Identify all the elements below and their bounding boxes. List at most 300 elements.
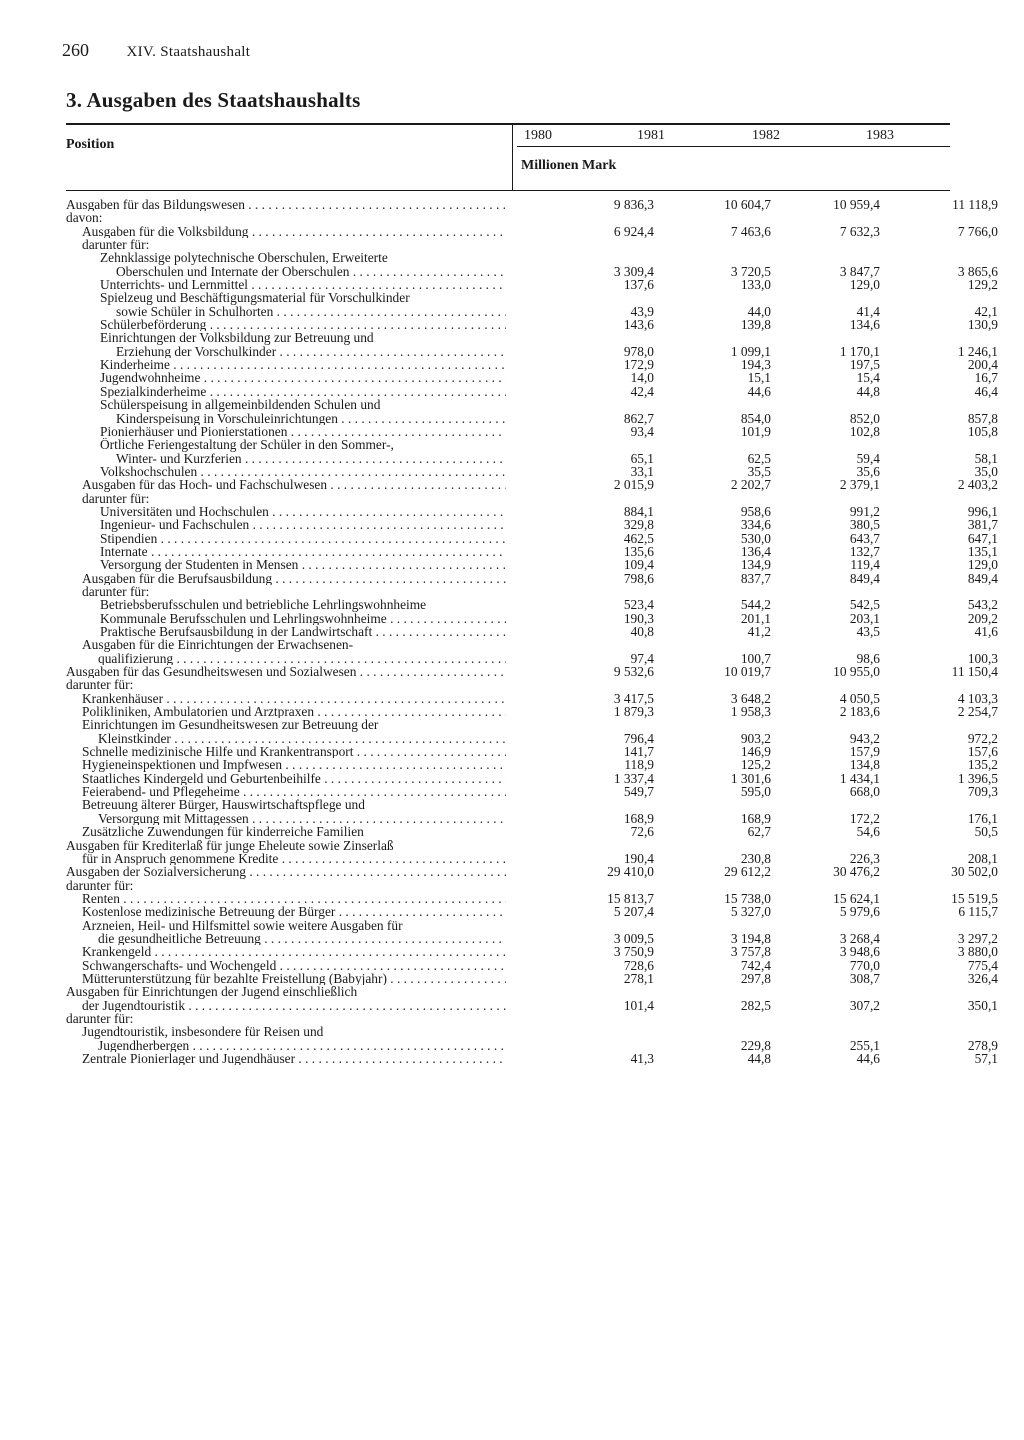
- table-row: [66, 864, 998, 880]
- value-1982: 3 948,6: [839, 944, 880, 960]
- row-label: [66, 985, 506, 1012]
- value-1983: 58,1: [974, 450, 998, 466]
- value-1983: 11 150,4: [951, 664, 998, 680]
- value-1981: 44,8: [747, 1051, 771, 1066]
- row-label-line: Ausgaben für die Einrichtungen der Erwachsenen-: [82, 638, 354, 653]
- value-1981: 134,9: [740, 557, 771, 573]
- value-1982: 172,2: [849, 810, 880, 826]
- row-label: [66, 358, 506, 371]
- value-1980: 40,8: [630, 624, 654, 639]
- value-1983: 50,5: [974, 824, 998, 840]
- value-1980: 9 532,6: [613, 664, 654, 680]
- value-1982: 226,3: [849, 850, 880, 866]
- value-1983: 7 766,0: [957, 223, 998, 239]
- row-label: [66, 919, 506, 946]
- table-row: [66, 957, 998, 973]
- row-label: [66, 638, 506, 665]
- row-label-line: Renten . . .: [66, 892, 506, 905]
- row-label: [66, 371, 506, 384]
- row-label: [66, 211, 506, 224]
- row-label-line: Ausgaben der Sozialversicherung . . .: [66, 865, 506, 878]
- value-1981: 595,0: [740, 784, 771, 800]
- table-row: [66, 557, 998, 573]
- row-label: [66, 572, 506, 585]
- value-1982: 197,5: [849, 357, 880, 373]
- table-row: [66, 784, 998, 800]
- value-1981: 837,7: [740, 570, 771, 586]
- value-1981: 3 194,8: [730, 930, 771, 946]
- row-label: [66, 398, 506, 425]
- value-1980: 143,6: [623, 317, 654, 333]
- row-label-line: sowie Schüler in Schulhorten . . .: [66, 305, 506, 318]
- value-1983: 35,0: [974, 463, 998, 479]
- value-1982: 10 955,0: [833, 664, 880, 680]
- row-label: [66, 505, 506, 518]
- row-label-line: Feierabend- und Pflegeheime . . .: [66, 785, 506, 798]
- value-1983: 135,2: [967, 757, 998, 773]
- value-1983: 41,6: [974, 624, 998, 639]
- row-label: [66, 839, 506, 866]
- row-label-line: Kinderheime . . .: [66, 358, 506, 371]
- row-label-line: Staatliches Kindergeld und Geburtenbeihilfe . . .: [66, 772, 506, 785]
- table-row: [66, 477, 998, 493]
- value-1980: 172,9: [623, 357, 654, 373]
- value-1980: 523,4: [623, 597, 654, 613]
- table-row: [66, 798, 998, 826]
- table-row: [66, 197, 998, 212]
- row-label-line: Spezialkinderheime . . .: [66, 385, 506, 398]
- value-1983: 200,4: [967, 357, 998, 373]
- position-column-header: Position: [66, 137, 115, 152]
- value-1980: 2 015,9: [613, 477, 654, 493]
- value-1982: 30 476,2: [833, 864, 880, 880]
- table-row: [66, 238, 950, 251]
- row-label-line: Einrichtungen im Gesundheitswesen zur Betreuung der: [82, 718, 379, 733]
- value-1982: 10 959,4: [833, 197, 880, 212]
- row-label-line: Universitäten und Hochschulen . . .: [66, 505, 506, 518]
- value-1980: 29 410,0: [607, 864, 654, 880]
- row-label: [66, 291, 506, 318]
- row-label-line: Versorgung mit Mittagessen . . .: [66, 812, 506, 825]
- value-1982: 643,7: [849, 530, 880, 546]
- value-1983: 278,9: [967, 1037, 998, 1053]
- value-1982: 1 434,1: [839, 770, 880, 786]
- row-label: [66, 1052, 506, 1065]
- value-1983: 57,1: [974, 1051, 998, 1066]
- value-1983: 3 865,6: [957, 263, 998, 279]
- row-label-line: Kommunale Berufsschulen und Lehrlingswohnheime . . .: [66, 612, 506, 625]
- table-row: [66, 664, 998, 680]
- value-1982: 3 847,7: [839, 263, 880, 279]
- value-1982: 15 624,1: [833, 890, 880, 906]
- header-bottom-rule: [66, 190, 950, 191]
- value-1983: 157,6: [967, 744, 998, 760]
- row-label: [66, 772, 506, 785]
- value-1983: 1 396,5: [957, 770, 998, 786]
- value-1980: 190,4: [623, 850, 654, 866]
- row-label-line: Krankenhäuser . . .: [66, 692, 506, 705]
- value-1982: 41,4: [856, 303, 880, 319]
- row-label-line: Kleinstkinder . . .: [66, 732, 506, 745]
- table-row: [66, 251, 998, 279]
- row-label-line: Ausgaben für Einrichtungen der Jugend einschließlich: [66, 985, 358, 1000]
- value-1980: 278,1: [623, 970, 654, 986]
- value-1981: 1 301,6: [730, 770, 771, 786]
- row-label-line: Ausgaben für die Volksbildung . . .: [66, 225, 506, 238]
- expenditure-table: [66, 197, 998, 1066]
- value-1983: 775,4: [967, 957, 998, 973]
- value-1980: 6 924,4: [613, 223, 654, 239]
- value-1983: 857,8: [967, 410, 998, 426]
- row-label-line: Erziehung der Vorschulkinder . . .: [66, 345, 506, 358]
- row-label: [66, 745, 506, 758]
- value-1983: 46,4: [974, 383, 998, 399]
- chapter-title: XIV. Staatshaushalt: [126, 44, 251, 60]
- row-label: [66, 959, 506, 972]
- row-label: [66, 331, 506, 358]
- table-row: [66, 944, 998, 960]
- table-row: [66, 357, 998, 373]
- row-label: [66, 972, 506, 985]
- value-1980: 97,4: [630, 650, 654, 666]
- value-1981: 334,6: [740, 517, 771, 533]
- table-row: [66, 838, 998, 866]
- value-1981: 62,5: [747, 450, 771, 466]
- value-1980: 862,7: [623, 410, 654, 426]
- year-header-1983: 1983: [866, 128, 894, 143]
- value-1981: 3 757,8: [730, 944, 771, 960]
- value-1982: 119,4: [850, 557, 880, 573]
- value-1980: 15 813,7: [607, 890, 654, 906]
- value-1980: 329,8: [623, 517, 654, 533]
- row-label-line: Jugendwohnheime . . .: [66, 371, 506, 384]
- table-row: [66, 530, 998, 546]
- table-row: [66, 744, 998, 760]
- value-1982: 15,4: [856, 370, 880, 386]
- value-1981: 2 202,7: [730, 477, 771, 493]
- value-1980: 796,4: [623, 730, 654, 746]
- value-1983: 42,1: [974, 303, 998, 319]
- row-label-line: Schülerbeförderung . . .: [66, 318, 506, 331]
- value-1983: 3 880,0: [957, 944, 998, 960]
- row-label-line: darunter für:: [66, 878, 134, 892]
- row-label-line: Krankengeld . . .: [66, 945, 506, 958]
- row-label: [66, 945, 506, 958]
- value-1981: 100,7: [740, 650, 771, 666]
- row-label: [66, 705, 506, 718]
- row-label: [66, 798, 506, 825]
- table-row: [66, 492, 950, 505]
- value-1982: 849,4: [849, 570, 880, 586]
- table-row: [66, 211, 950, 224]
- value-1983: 11 118,9: [952, 197, 998, 212]
- value-1980: 109,4: [623, 557, 654, 573]
- table-row: [66, 291, 998, 319]
- value-1981: 854,0: [740, 410, 771, 426]
- row-label: [66, 532, 506, 545]
- value-1983: 709,3: [967, 784, 998, 800]
- row-label: [66, 225, 506, 238]
- value-1981: 10 019,7: [724, 664, 771, 680]
- value-1980: 33,1: [630, 463, 654, 479]
- value-1981: 44,0: [747, 303, 771, 319]
- row-label-line: Internate . . .: [66, 545, 506, 558]
- table-row: [66, 597, 998, 613]
- value-1981: 297,8: [740, 970, 771, 986]
- value-1983: 2 403,2: [957, 477, 998, 493]
- row-label: [66, 785, 506, 798]
- row-label: [66, 678, 506, 691]
- value-1983: 176,1: [967, 810, 998, 826]
- row-label-line: Schülerspeisung in allgemeinbildenden Schulen und: [100, 398, 381, 413]
- row-label-line: davon:: [66, 211, 103, 225]
- value-1981: 62,7: [747, 824, 771, 840]
- table-row: [66, 690, 998, 706]
- value-1982: 943,2: [849, 730, 880, 746]
- year-header-1982: 1982: [752, 128, 780, 143]
- value-1983: 4 103,3: [957, 690, 998, 706]
- row-label-line: qualifizierung . . .: [66, 652, 506, 665]
- table-top-rule: [66, 123, 950, 125]
- value-1981: 903,2: [740, 730, 771, 746]
- value-1980: 137,6: [623, 277, 654, 293]
- value-1982: 54,6: [856, 824, 880, 840]
- value-1983: 129,2: [967, 277, 998, 293]
- value-1981: 146,9: [740, 744, 771, 760]
- value-1980: 884,1: [623, 503, 654, 519]
- table-row: [66, 1012, 950, 1025]
- row-label-line: Mütterunterstützung für bezahlte Freistellung (Babyjahr) . . .: [66, 972, 506, 985]
- value-1983: 100,3: [967, 650, 998, 666]
- table-row: [66, 824, 998, 840]
- value-1981: 958,6: [740, 503, 771, 519]
- row-label: [66, 438, 506, 465]
- table-row: [66, 331, 998, 359]
- value-1982: 668,0: [849, 784, 880, 800]
- row-label: [66, 825, 506, 838]
- value-1981: 125,2: [740, 757, 771, 773]
- row-label-line: für in Anspruch genommene Kredite . . .: [66, 852, 506, 865]
- value-1980: 101,4: [623, 997, 654, 1013]
- value-1981: 201,1: [740, 610, 771, 626]
- row-label: [66, 558, 506, 571]
- value-1983: 647,1: [967, 530, 998, 546]
- row-label-line: Arzneien, Heil- und Hilfsmittel sowie weitere Ausgaben für: [82, 918, 403, 933]
- row-label: [66, 198, 506, 211]
- row-label: [66, 318, 506, 331]
- value-1982: 134,8: [849, 757, 880, 773]
- row-label-line: Versorgung der Studenten in Mensen . . .: [66, 558, 506, 571]
- row-label: [66, 278, 506, 291]
- row-label: [66, 1025, 506, 1052]
- value-1980: 3 309,4: [613, 263, 654, 279]
- row-label-line: Ausgaben für das Hoch- und Fachschulwesen . . .: [66, 478, 506, 491]
- row-label-line: Jugendtouristik, insbesondere für Reisen und: [82, 1025, 324, 1040]
- value-1981: 41,2: [747, 624, 771, 639]
- table-row: [66, 503, 998, 519]
- years-unit-rule: [517, 146, 950, 147]
- value-1980: 93,4: [630, 423, 654, 439]
- row-label: [66, 905, 506, 918]
- row-label-line: Pionierhäuser und Pionierstationen . . .: [66, 425, 506, 438]
- value-1981: 139,8: [740, 317, 771, 333]
- section-title: 3. Ausgaben des Staatshaushalts: [66, 88, 361, 112]
- row-label-line: der Jugendtouristik . . .: [66, 999, 506, 1012]
- row-label: [66, 879, 506, 892]
- value-1980: 43,9: [630, 303, 654, 319]
- value-1983: 16,7: [974, 370, 998, 386]
- value-1982: 44,6: [856, 1051, 880, 1066]
- row-label-line: Winter- und Kurzferien . . .: [66, 452, 506, 465]
- value-1980: 41,3: [630, 1051, 654, 1066]
- value-1982: 132,7: [849, 543, 880, 559]
- value-1981: 101,9: [740, 423, 771, 439]
- table-row: [66, 704, 998, 720]
- value-1981: 35,5: [747, 463, 771, 479]
- row-label: [66, 665, 506, 678]
- value-1983: 30 502,0: [951, 864, 998, 880]
- row-label-line: darunter für:: [66, 1011, 134, 1026]
- row-label-line: Einrichtungen der Volksbildung zur Betreuung und: [100, 331, 374, 346]
- row-label-line: Ausgaben für das Gesundheitswesen und Sozialwesen . . .: [66, 665, 506, 678]
- table-row: [66, 370, 998, 386]
- value-1981: 136,4: [740, 543, 771, 559]
- row-label-line: Betriebsberufsschulen und betriebliche Lehrlingswohnheime: [100, 598, 427, 612]
- value-1983: 209,2: [967, 610, 998, 626]
- row-label-line: darunter für:: [82, 238, 150, 252]
- row-label: [66, 425, 506, 438]
- row-label-line: darunter für:: [82, 584, 150, 599]
- table-row: [66, 904, 998, 920]
- row-label-line: darunter für:: [66, 678, 134, 692]
- value-1980: 3 750,9: [613, 944, 654, 960]
- value-1980: 549,7: [623, 784, 654, 800]
- value-1982: 1 170,1: [839, 343, 880, 359]
- table-row: [66, 423, 998, 439]
- value-1982: 43,5: [856, 624, 880, 639]
- table-row: [66, 277, 998, 293]
- table-row: [66, 223, 998, 239]
- row-label-line: Oberschulen und Internate der Oberschulen . . .: [66, 265, 506, 278]
- value-1983: 972,2: [967, 730, 998, 746]
- row-label-line: Zentrale Pionierlager und Jugendhäuser . . .: [66, 1052, 506, 1065]
- value-1983: 15 519,5: [951, 890, 998, 906]
- value-1983: 849,4: [967, 570, 998, 586]
- value-1981: 282,5: [740, 997, 771, 1013]
- running-head: [62, 40, 250, 64]
- row-label: [66, 1012, 506, 1025]
- row-label-line: Zehnklassige polytechnische Oberschulen, Erweiterte: [100, 251, 388, 266]
- row-label-line: Örtliche Feriengestaltung der Schüler in den Sommer-,: [100, 438, 394, 453]
- value-1981: 3 720,5: [730, 263, 771, 279]
- value-1983: 1 246,1: [957, 343, 998, 359]
- row-label-line: Ausgaben für das Bildungswesen . . .: [66, 198, 506, 211]
- value-1983: 326,4: [967, 970, 998, 986]
- row-label: [66, 692, 506, 705]
- value-1981: 1 099,1: [730, 343, 771, 359]
- value-1983: 135,1: [967, 543, 998, 559]
- value-1981: 5 327,0: [730, 904, 771, 920]
- table-row: [66, 570, 998, 586]
- value-1981: 230,8: [740, 850, 771, 866]
- table-row: [66, 543, 998, 559]
- value-1980: 65,1: [630, 450, 654, 466]
- row-label: [66, 465, 506, 478]
- year-header-1980: 1980: [524, 128, 552, 143]
- table-row: [66, 890, 998, 906]
- value-1980: 3 009,5: [613, 930, 654, 946]
- row-label: [66, 612, 506, 625]
- row-label-line: Stipendien . . .: [66, 532, 506, 545]
- value-1980: 462,5: [623, 530, 654, 546]
- row-label: [66, 865, 506, 878]
- table-row: [66, 610, 998, 626]
- value-1981: 194,3: [740, 357, 771, 373]
- row-label-line: Kinderspeisung in Vorschuleinrichtungen . . .: [66, 412, 506, 425]
- value-1982: 2 379,1: [839, 477, 880, 493]
- value-1980: 118,9: [624, 757, 654, 773]
- year-header-1981: 1981: [637, 128, 665, 143]
- table-row: [66, 438, 998, 466]
- value-1982: 59,4: [856, 450, 880, 466]
- value-1982: 307,2: [849, 997, 880, 1013]
- value-1980: 728,6: [623, 957, 654, 973]
- table-row: [66, 770, 998, 786]
- value-1981: 10 604,7: [724, 197, 771, 212]
- table-row: [66, 398, 998, 426]
- value-1982: 770,0: [849, 957, 880, 973]
- value-1983: 543,2: [967, 597, 998, 613]
- value-1982: 35,6: [856, 463, 880, 479]
- row-label-line: Betreuung älterer Bürger, Hauswirtschaftspflege und: [82, 798, 365, 813]
- value-1982: 308,7: [849, 970, 880, 986]
- row-label: [66, 598, 506, 611]
- value-1980: 1 879,3: [613, 704, 654, 720]
- table-row: [66, 1051, 998, 1066]
- value-1983: 129,0: [967, 557, 998, 573]
- table-row: [66, 678, 950, 691]
- row-label: [66, 492, 506, 505]
- row-label: [66, 718, 506, 745]
- value-1983: 130,9: [967, 317, 998, 333]
- row-label-line: die gesundheitliche Betreuung . . .: [66, 932, 506, 945]
- value-1980: 190,3: [623, 610, 654, 626]
- value-1980: 168,9: [623, 810, 654, 826]
- table-row: [66, 970, 998, 986]
- value-1982: 134,6: [849, 317, 880, 333]
- row-label-line: Schwangerschafts- und Wochengeld . . .: [66, 959, 506, 972]
- value-1980: 798,6: [623, 570, 654, 586]
- row-label-line: darunter für:: [82, 491, 150, 505]
- row-label-line: Zusätzliche Zuwendungen für kinderreiche Familien: [82, 825, 364, 839]
- value-1981: 3 648,2: [730, 690, 771, 706]
- value-1983: 996,1: [967, 503, 998, 519]
- value-1982: 5 979,6: [839, 904, 880, 920]
- value-1980: 5 207,4: [613, 904, 654, 920]
- value-1983: 3 297,2: [957, 930, 998, 946]
- value-1980: 42,4: [630, 383, 654, 399]
- value-1982: 2 183,6: [839, 704, 880, 720]
- value-1980: 135,6: [623, 543, 654, 559]
- row-label-line: Volkshochschulen . . .: [66, 465, 506, 478]
- value-1982: 129,0: [849, 277, 880, 293]
- table-row: [66, 718, 998, 746]
- row-label-line: Ausgaben für Krediterlaß für junge Eheleute sowie Zinserlaß: [66, 838, 394, 853]
- table-row: [66, 463, 998, 479]
- value-1981: 29 612,2: [724, 864, 771, 880]
- row-label: [66, 892, 506, 905]
- value-1982: 991,2: [849, 503, 880, 519]
